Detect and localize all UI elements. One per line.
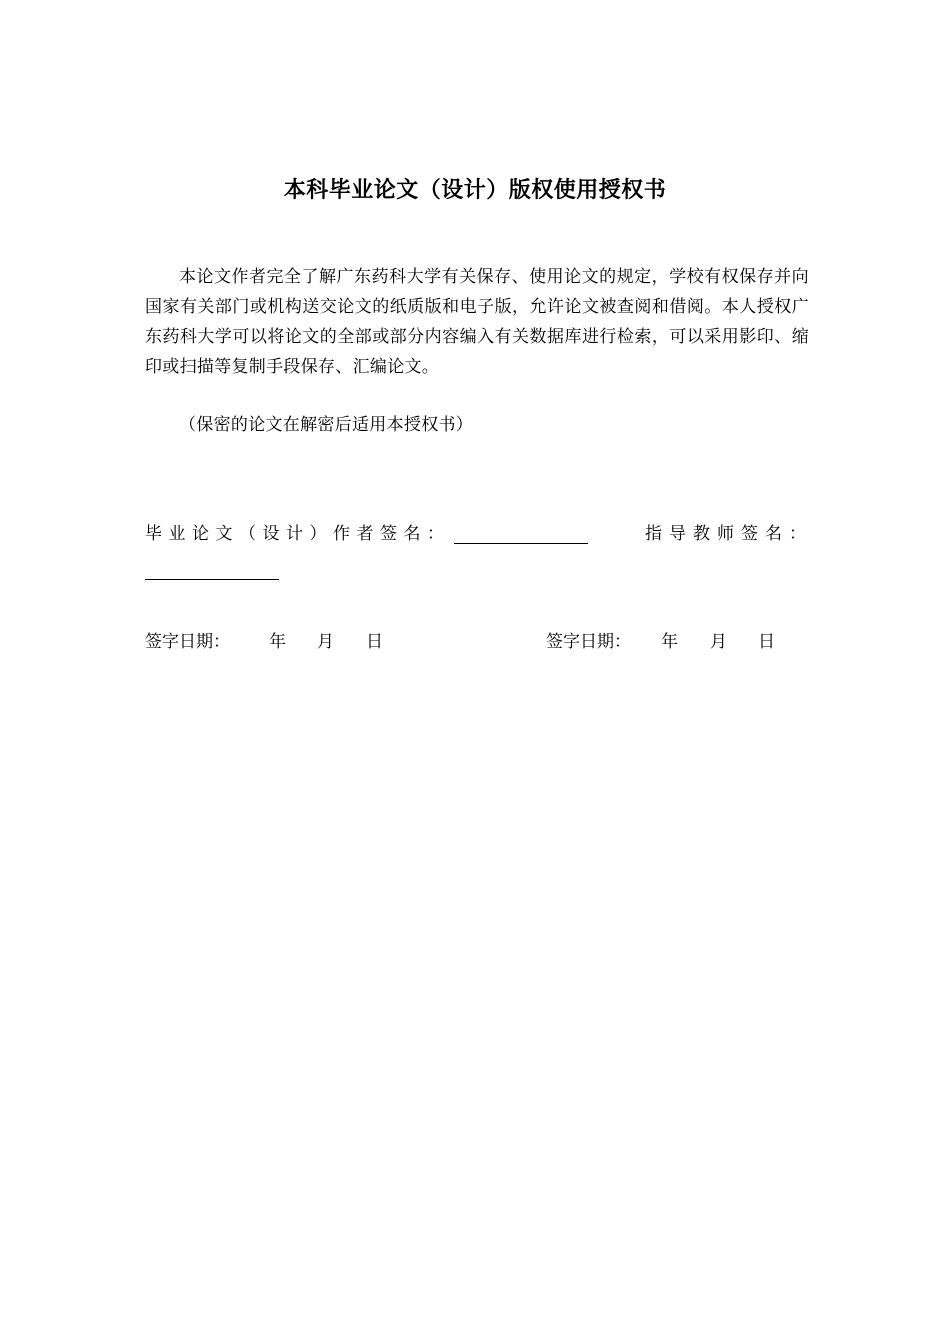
author-signature-label: 毕业论文（设计）作者签名： xyxy=(145,524,451,544)
author-date-month: 月 xyxy=(317,632,334,652)
advisor-date-year: 年 xyxy=(661,632,678,652)
advisor-date-month: 月 xyxy=(710,632,727,652)
advisor-signature-label: 指导教师签名： xyxy=(645,524,813,544)
advisor-signature-line xyxy=(145,579,279,580)
authorization-paragraph: 本论文作者完全了解广东药科大学有关保存、使用论文的规定，学校有权保存并向国家有关部门或机构送交论文的纸质版和电子版，允许论文被查阅和借阅。本人授权广东药科大学可以将论文的全部或部分内容编入有关数据库进行检索，可以采用影印、缩印或扫描等复制手段保存、汇编论文。 xyxy=(145,267,809,377)
confidentiality-note: （保密的论文在解密后适用本授权书） xyxy=(179,415,474,435)
author-date-day: 日 xyxy=(366,632,383,652)
advisor-date-day: 日 xyxy=(758,632,775,652)
advisor-date-label: 签字日期： xyxy=(546,632,631,652)
author-signature-line xyxy=(454,543,588,544)
author-date-year: 年 xyxy=(269,632,286,652)
document-title: 本科毕业论文（设计）版权使用授权书 xyxy=(283,178,667,203)
author-date-label: 签字日期： xyxy=(145,632,230,652)
